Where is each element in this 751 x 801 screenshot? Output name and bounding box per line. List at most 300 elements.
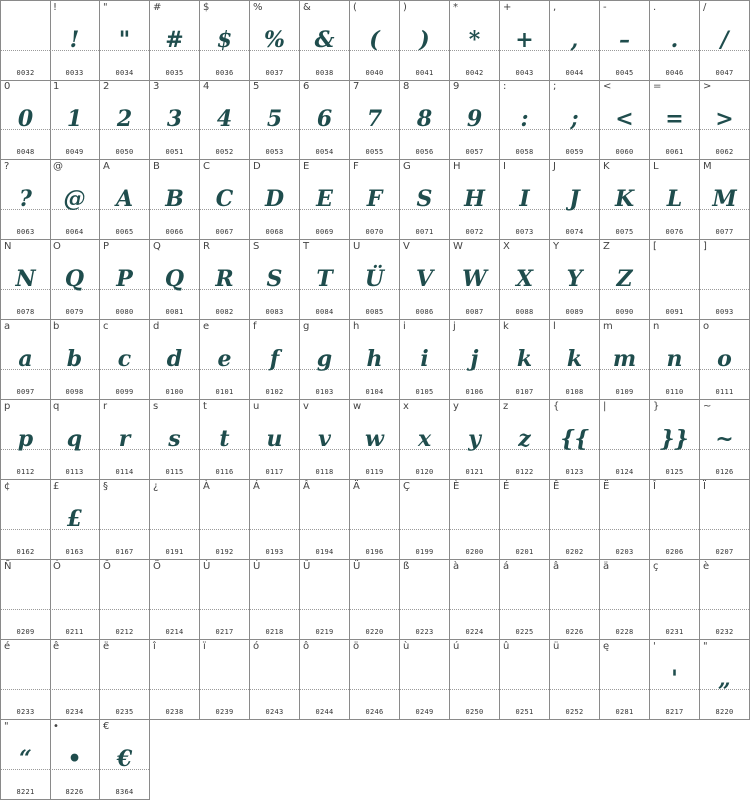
cell-code-label: 0193	[265, 548, 284, 556]
glyph-cell[interactable]	[150, 240, 200, 320]
cell-character-label: ?	[4, 161, 10, 172]
glyph-sample: £	[66, 506, 83, 532]
glyph-sample	[300, 582, 349, 616]
cell-character-label: S	[253, 241, 260, 252]
glyph-cell[interactable]	[300, 400, 350, 480]
glyph-cell[interactable]	[450, 240, 500, 320]
glyph-cell[interactable]	[100, 640, 150, 720]
cell-code-label: 0059	[565, 148, 584, 156]
glyph-cell[interactable]	[0, 560, 51, 640]
glyph-cell[interactable]	[300, 160, 350, 240]
cell-code-label: 0252	[565, 708, 584, 716]
glyph-cell[interactable]	[100, 320, 150, 400]
glyph-cell[interactable]	[550, 640, 600, 720]
cell-code-label: 0060	[615, 148, 634, 156]
cell-character-label: ü	[553, 641, 560, 652]
glyph-cell[interactable]	[200, 400, 250, 480]
glyph-cell[interactable]	[650, 160, 700, 240]
glyph-sample: T	[316, 266, 333, 292]
glyph-sample: s	[168, 426, 181, 452]
glyph-cell[interactable]	[650, 480, 700, 560]
cell-code-label: 0046	[665, 69, 684, 77]
glyph-cell[interactable]	[50, 400, 100, 480]
cell-character-label: o	[703, 321, 710, 332]
glyph-cell[interactable]	[50, 480, 100, 560]
glyph-cell[interactable]	[200, 480, 250, 560]
cell-character-label: !	[53, 2, 58, 13]
cell-character-label: h	[353, 321, 360, 332]
glyph-cell[interactable]	[700, 480, 750, 560]
glyph-sample	[1, 582, 50, 616]
glyph-cell[interactable]	[100, 720, 150, 800]
glyph-sample: E	[316, 186, 333, 212]
glyph-cell[interactable]	[550, 0, 600, 81]
cell-code-label: 0061	[665, 148, 684, 156]
glyph-cell[interactable]	[150, 160, 200, 240]
glyph-cell[interactable]	[250, 80, 300, 160]
glyph-cell[interactable]	[400, 80, 450, 160]
glyph-sample: k	[566, 346, 583, 372]
glyph-cell[interactable]	[250, 240, 300, 320]
glyph-sample: ,	[570, 27, 579, 53]
glyph-cell[interactable]	[350, 560, 400, 640]
cell-character-label: X	[503, 241, 510, 252]
glyph-cell[interactable]	[0, 720, 51, 800]
glyph-sample	[700, 582, 749, 616]
glyph-sample: "	[118, 27, 131, 53]
cell-code-label: 0238	[165, 708, 184, 716]
glyph-cell[interactable]	[250, 480, 300, 560]
glyph-sample: /	[720, 27, 729, 53]
glyph-sample	[600, 582, 649, 616]
glyph-cell[interactable]	[250, 400, 300, 480]
glyph-cell[interactable]	[200, 80, 250, 160]
glyph-cell[interactable]	[250, 0, 300, 81]
glyph-cell[interactable]	[700, 80, 750, 160]
glyph-sample: Y	[566, 266, 583, 292]
glyph-sample	[650, 262, 699, 296]
glyph-cell[interactable]	[0, 0, 51, 81]
glyph-sample: Ü	[364, 266, 385, 292]
glyph-cell[interactable]	[450, 400, 500, 480]
cell-character-label: =	[653, 81, 662, 92]
glyph-cell[interactable]	[450, 80, 500, 160]
glyph-cell[interactable]	[100, 0, 150, 81]
cell-code-label: 0047	[715, 69, 734, 77]
glyph-cell[interactable]	[600, 240, 650, 320]
glyph-sample	[500, 662, 549, 696]
glyph-cell[interactable]	[50, 240, 100, 320]
cell-character-label: P	[103, 241, 110, 252]
cell-code-label: 0102	[265, 388, 284, 396]
glyph-cell[interactable]	[300, 240, 350, 320]
glyph-sample: H	[464, 186, 485, 212]
cell-code-label: 0056	[415, 148, 434, 156]
cell-code-label: 0085	[365, 308, 384, 316]
glyph-cell[interactable]	[400, 640, 450, 720]
cell-code-label: 8217	[665, 708, 684, 716]
cell-code-label: 0121	[465, 468, 484, 476]
cell-code-label: 0223	[415, 628, 434, 636]
glyph-cell[interactable]	[600, 320, 650, 400]
cell-character-label: É	[503, 481, 510, 492]
cell-character-label: Ö	[153, 561, 161, 572]
cell-code-label: 0201	[515, 548, 534, 556]
glyph-cell[interactable]	[700, 640, 750, 720]
glyph-cell[interactable]	[350, 480, 400, 560]
glyph-cell[interactable]	[650, 560, 700, 640]
cell-character-label: }	[653, 401, 660, 412]
glyph-sample: h	[366, 346, 383, 372]
glyph-cell[interactable]	[600, 400, 650, 480]
glyph-cell[interactable]	[50, 640, 100, 720]
cell-character-label: u	[253, 401, 260, 412]
cell-code-label: 0035	[165, 69, 184, 77]
glyph-cell[interactable]	[300, 480, 350, 560]
cell-code-label: 0103	[315, 388, 334, 396]
cell-character-label: Â	[303, 481, 310, 492]
glyph-sample: A	[115, 186, 134, 212]
glyph-cell[interactable]	[450, 560, 500, 640]
glyph-sample: R	[215, 266, 234, 292]
cell-character-label: Ô	[103, 561, 111, 572]
glyph-cell[interactable]	[0, 400, 51, 480]
glyph-cell[interactable]	[500, 400, 550, 480]
cell-character-label: Ï	[703, 481, 706, 492]
cell-code-label: 8221	[16, 788, 35, 796]
cell-character-label: s	[153, 401, 159, 412]
glyph-cell[interactable]	[400, 160, 450, 240]
glyph-cell[interactable]	[250, 560, 300, 640]
glyph-cell[interactable]	[100, 240, 150, 320]
cell-character-label: ô	[303, 641, 310, 652]
glyph-sample: x	[417, 426, 432, 452]
cell-character-label: O	[53, 241, 61, 252]
cell-code-label: 0220	[365, 628, 384, 636]
glyph-sample: o	[717, 346, 732, 372]
glyph-sample: S	[266, 266, 283, 292]
cell-code-label: 0057	[465, 148, 484, 156]
cell-character-label: Ê	[553, 481, 560, 492]
glyph-cell[interactable]	[650, 240, 700, 320]
cell-code-label: 0218	[265, 628, 284, 636]
glyph-sample: W	[462, 266, 487, 292]
cell-code-label: 0050	[115, 148, 134, 156]
glyph-sample: 5	[266, 106, 283, 132]
glyph-cell[interactable]	[550, 480, 600, 560]
glyph-sample	[1, 23, 50, 57]
glyph-cell[interactable]	[150, 80, 200, 160]
cell-code-label: 0032	[16, 69, 35, 77]
glyph-cell[interactable]	[0, 640, 51, 720]
cell-code-label: 0098	[65, 388, 84, 396]
glyph-cell[interactable]	[0, 480, 51, 560]
glyph-cell[interactable]	[700, 0, 750, 81]
cell-character-label: i	[403, 321, 406, 332]
glyph-cell[interactable]	[700, 240, 750, 320]
cell-code-label: 0091	[665, 308, 684, 316]
glyph-cell[interactable]	[400, 0, 450, 81]
glyph-cell[interactable]	[550, 400, 600, 480]
glyph-cell[interactable]	[100, 80, 150, 160]
cell-character-label: Ä	[353, 481, 360, 492]
glyph-sample: K	[614, 186, 635, 212]
glyph-cell[interactable]	[700, 320, 750, 400]
glyph-cell[interactable]	[450, 320, 500, 400]
glyph-sample	[550, 502, 599, 536]
cell-code-label: 0126	[715, 468, 734, 476]
cell-code-label: 0062	[715, 148, 734, 156]
cell-code-label: 0246	[365, 708, 384, 716]
glyph-sample: 2	[116, 106, 133, 132]
glyph-cell[interactable]	[400, 320, 450, 400]
glyph-sample	[400, 582, 449, 616]
glyph-cell[interactable]	[350, 400, 400, 480]
glyph-cell[interactable]	[550, 560, 600, 640]
cell-character-label: ö	[353, 641, 360, 652]
cell-character-label: ~	[703, 401, 712, 412]
glyph-sample: c	[117, 346, 132, 372]
glyph-cell[interactable]	[600, 480, 650, 560]
glyph-sample	[400, 662, 449, 696]
cell-character-label: g	[303, 321, 310, 332]
glyph-cell[interactable]	[300, 640, 350, 720]
glyph-sample: #	[165, 27, 184, 53]
cell-code-label: 0097	[16, 388, 35, 396]
glyph-cell[interactable]	[700, 560, 750, 640]
glyph-sample	[350, 662, 399, 696]
glyph-cell[interactable]	[650, 400, 700, 480]
cell-character-label: 0	[4, 81, 11, 92]
cell-code-label: 0232	[715, 628, 734, 636]
glyph-cell[interactable]	[150, 0, 200, 81]
glyph-cell[interactable]	[600, 0, 650, 81]
glyph-cell[interactable]	[50, 720, 100, 800]
cell-character-label: ¢	[4, 481, 11, 492]
cell-character-label: {	[553, 401, 560, 412]
glyph-cell[interactable]	[450, 640, 500, 720]
glyph-cell[interactable]	[450, 0, 500, 81]
cell-code-label: 8220	[715, 708, 734, 716]
glyph-sample	[200, 662, 249, 696]
glyph-cell[interactable]	[350, 80, 400, 160]
glyph-cell[interactable]	[650, 640, 700, 720]
glyph-cell[interactable]	[50, 80, 100, 160]
cell-character-label: Z	[603, 241, 610, 252]
cell-character-label: w	[353, 401, 362, 412]
glyph-sample: t	[219, 426, 230, 452]
glyph-cell[interactable]	[500, 160, 550, 240]
glyph-sample: 9	[466, 106, 483, 132]
cell-character-label: K	[603, 161, 610, 172]
glyph-sample	[200, 502, 249, 536]
glyph-cell[interactable]	[0, 320, 51, 400]
glyph-cell[interactable]	[200, 160, 250, 240]
glyph-cell[interactable]	[400, 240, 450, 320]
cell-code-label: 0068	[265, 228, 284, 236]
glyph-sample: 0	[17, 106, 34, 132]
glyph-cell[interactable]	[100, 480, 150, 560]
glyph-cell[interactable]	[150, 560, 200, 640]
cell-character-label: è	[703, 561, 710, 572]
cell-character-label: A	[103, 161, 110, 172]
glyph-cell[interactable]	[500, 80, 550, 160]
cell-character-label: c	[103, 321, 109, 332]
glyph-sample	[50, 662, 99, 696]
glyph-cell[interactable]	[200, 320, 250, 400]
cell-code-label: 0244	[315, 708, 334, 716]
glyph-cell[interactable]	[100, 560, 150, 640]
glyph-sample	[350, 502, 399, 536]
glyph-sample: F	[366, 186, 383, 212]
glyph-cell[interactable]	[350, 240, 400, 320]
cell-character-label: f	[253, 321, 257, 332]
glyph-cell[interactable]	[200, 240, 250, 320]
cell-character-label: *	[453, 2, 458, 13]
glyph-cell[interactable]	[450, 480, 500, 560]
glyph-cell[interactable]	[150, 640, 200, 720]
cell-code-label: 0191	[165, 548, 184, 556]
glyph-cell[interactable]	[700, 160, 750, 240]
cell-code-label: 0123	[565, 468, 584, 476]
glyph-cell[interactable]	[0, 240, 51, 320]
glyph-sample: J	[569, 186, 580, 212]
glyph-sample: f	[269, 346, 280, 372]
cell-character-label: 2	[103, 81, 110, 92]
glyph-cell[interactable]	[50, 0, 100, 81]
glyph-cell[interactable]	[50, 160, 100, 240]
glyph-cell[interactable]	[550, 160, 600, 240]
glyph-sample: N	[15, 266, 36, 292]
cell-character-label: 6	[303, 81, 310, 92]
cell-code-label: 0100	[165, 388, 184, 396]
cell-code-label: 0087	[465, 308, 484, 316]
glyph-cell[interactable]	[650, 0, 700, 81]
cell-code-label: 8364	[115, 788, 134, 796]
glyph-cell[interactable]	[500, 480, 550, 560]
glyph-cell[interactable]	[550, 320, 600, 400]
glyph-cell[interactable]	[150, 320, 200, 400]
glyph-cell[interactable]	[100, 400, 150, 480]
cell-code-label: 0251	[515, 708, 534, 716]
cell-code-label: 0036	[215, 69, 234, 77]
cell-code-label: 0112	[16, 468, 35, 476]
cell-code-label: 0070	[365, 228, 384, 236]
cell-code-label: 0089	[565, 308, 584, 316]
glyph-cell[interactable]	[550, 240, 600, 320]
glyph-sample: $	[216, 27, 233, 53]
glyph-cell[interactable]	[600, 560, 650, 640]
cell-code-label: 0124	[615, 468, 634, 476]
glyph-cell[interactable]	[250, 160, 300, 240]
glyph-sample: ?	[19, 186, 32, 212]
cell-code-label: 0212	[115, 628, 134, 636]
cell-code-label: 0233	[16, 708, 35, 716]
cell-code-label: 0041	[415, 69, 434, 77]
glyph-cell[interactable]	[400, 400, 450, 480]
cell-code-label: 0081	[165, 308, 184, 316]
cell-character-label: H	[453, 161, 461, 172]
glyph-sample	[700, 262, 749, 296]
cell-character-label: 3	[153, 81, 160, 92]
glyph-cell[interactable]	[500, 320, 550, 400]
glyph-cell[interactable]	[500, 0, 550, 81]
glyph-cell[interactable]	[250, 320, 300, 400]
glyph-cell[interactable]	[50, 320, 100, 400]
cell-code-label: 0111	[715, 388, 734, 396]
cell-code-label: 0119	[365, 468, 384, 476]
glyph-cell[interactable]	[600, 640, 650, 720]
glyph-cell[interactable]	[150, 480, 200, 560]
glyph-cell[interactable]	[500, 560, 550, 640]
glyph-cell[interactable]	[450, 160, 500, 240]
glyph-cell[interactable]	[350, 160, 400, 240]
cell-code-label: 0217	[215, 628, 234, 636]
cell-character-label: R	[203, 241, 210, 252]
glyph-cell[interactable]	[400, 560, 450, 640]
glyph-cell[interactable]	[200, 640, 250, 720]
glyph-sample	[400, 502, 449, 536]
glyph-cell[interactable]	[300, 560, 350, 640]
cell-code-label: 0093	[715, 308, 734, 316]
cell-character-label: À	[203, 481, 210, 492]
glyph-cell[interactable]	[0, 80, 51, 160]
cell-code-label: 0104	[365, 388, 384, 396]
glyph-cell[interactable]	[600, 80, 650, 160]
glyph-cell[interactable]	[550, 80, 600, 160]
glyph-cell[interactable]	[200, 560, 250, 640]
cell-code-label: 0051	[165, 148, 184, 156]
glyph-cell[interactable]	[250, 640, 300, 720]
glyph-sample: g	[316, 346, 333, 372]
cell-code-label: 0042	[465, 69, 484, 77]
cell-character-label: v	[303, 401, 309, 412]
glyph-sample: 4	[216, 106, 233, 132]
glyph-cell[interactable]	[50, 560, 100, 640]
glyph-cell[interactable]	[350, 640, 400, 720]
glyph-sample: %	[264, 27, 285, 53]
glyph-cell[interactable]	[300, 80, 350, 160]
glyph-cell[interactable]	[350, 0, 400, 81]
cell-character-label: /	[703, 2, 707, 13]
cell-character-label: Û	[303, 561, 311, 572]
cell-code-label: 0034	[115, 69, 134, 77]
glyph-cell[interactable]	[150, 400, 200, 480]
glyph-cell[interactable]	[0, 160, 51, 240]
glyph-sample: m	[612, 346, 637, 372]
cell-code-label: 0163	[65, 548, 84, 556]
glyph-cell[interactable]	[500, 640, 550, 720]
cell-character-label: r	[103, 401, 108, 412]
glyph-cell[interactable]	[300, 320, 350, 400]
cell-code-label: 0228	[615, 628, 634, 636]
glyph-cell[interactable]	[650, 80, 700, 160]
glyph-cell[interactable]	[650, 320, 700, 400]
glyph-cell[interactable]	[350, 320, 400, 400]
glyph-cell[interactable]	[100, 160, 150, 240]
cell-character-label: à	[453, 561, 460, 572]
glyph-cell[interactable]	[200, 0, 250, 81]
glyph-cell[interactable]	[400, 480, 450, 560]
glyph-cell[interactable]	[600, 160, 650, 240]
glyph-cell[interactable]	[700, 400, 750, 480]
cell-character-label: û	[503, 641, 510, 652]
glyph-cell[interactable]	[300, 0, 350, 81]
glyph-cell[interactable]	[500, 240, 550, 320]
cell-code-label: 0045	[615, 69, 634, 77]
glyph-sample: e	[217, 346, 232, 372]
glyph-sample: w	[365, 426, 384, 452]
